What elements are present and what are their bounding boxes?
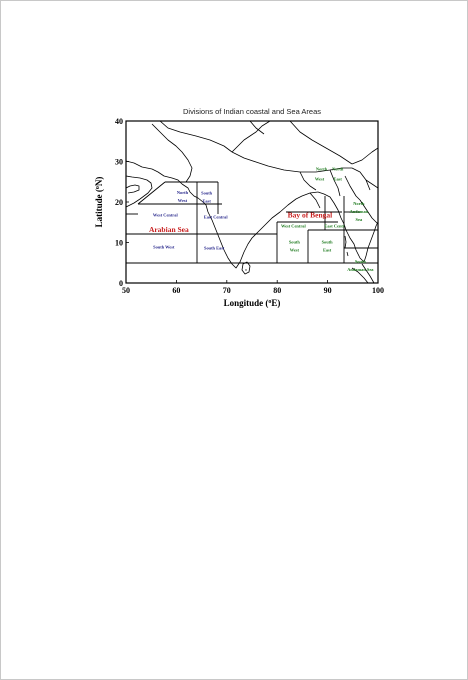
zone-label-bb-south-andaman: Andaman Sea	[347, 266, 374, 272]
zone-label-as-south-east-north: South	[201, 190, 213, 196]
y-tick-label: 0	[119, 279, 123, 288]
zone-label-bb-north-east-top2: North	[332, 166, 344, 172]
zone-label-bb-west-central: West Central	[280, 223, 306, 229]
zone-label-bb-south-andaman: South	[354, 258, 366, 264]
zone-label-as-east-central: East Central	[203, 214, 228, 220]
zone-label-as-south-east-north: East	[202, 198, 211, 204]
y-tick-label: 10	[115, 238, 123, 248]
zone-label-bb-east-central: East Centr	[324, 223, 345, 229]
x-tick-label: 90	[323, 286, 332, 295]
zone-label-as-north-west: North	[176, 189, 189, 195]
x-tick-label: 70	[222, 286, 231, 295]
zone-label-bb-east-north: East	[333, 176, 342, 182]
zone-label-bb-south-east: East	[322, 247, 332, 253]
x-tick-label: 100	[372, 286, 384, 295]
x-tick-label: 80	[273, 286, 282, 295]
coastlines	[126, 121, 378, 283]
sea-label-bay-of-bengal: Bay of Bengal	[287, 210, 333, 220]
map-title: Divisions of Indian coastal and Sea Areas	[183, 107, 321, 116]
sea-label-arabian-sea: Arabian Sea	[148, 224, 189, 234]
plot-frame	[126, 121, 378, 283]
zone-label-as-south-east: South East	[204, 245, 225, 251]
zone-label-as-north-west: West	[177, 197, 188, 203]
zone-label-bb-north-andaman: Andaman	[349, 209, 369, 215]
zone-label-bb-south-west: West	[289, 247, 299, 253]
zone-label-bb-north-andaman: Sea	[355, 217, 363, 223]
zone-label-bb-west-north: West	[314, 176, 325, 182]
x-tick-label: 60	[172, 286, 181, 295]
zone-label-bb-south-east: South	[321, 239, 333, 245]
zone-label-as-south-west: South West	[153, 244, 175, 250]
x-axis-label: Longitude ($^o$E)	[223, 298, 281, 308]
zone-label-bb-south-west: South	[288, 239, 300, 245]
map-dot	[245, 269, 246, 270]
y-tick-label: 30	[115, 157, 123, 167]
y-tick-label: 40	[115, 117, 123, 126]
y-tick-label: 20	[115, 198, 123, 207]
zone-label-bb-north-east-top: North	[315, 166, 328, 172]
zone-label-as-west-central: West Central	[152, 212, 178, 218]
zone-label-bb-north-andaman: North	[353, 201, 365, 207]
x-tick-label: 50	[122, 286, 130, 295]
y-axis-label: Latitude ($^o$N)	[94, 176, 104, 228]
